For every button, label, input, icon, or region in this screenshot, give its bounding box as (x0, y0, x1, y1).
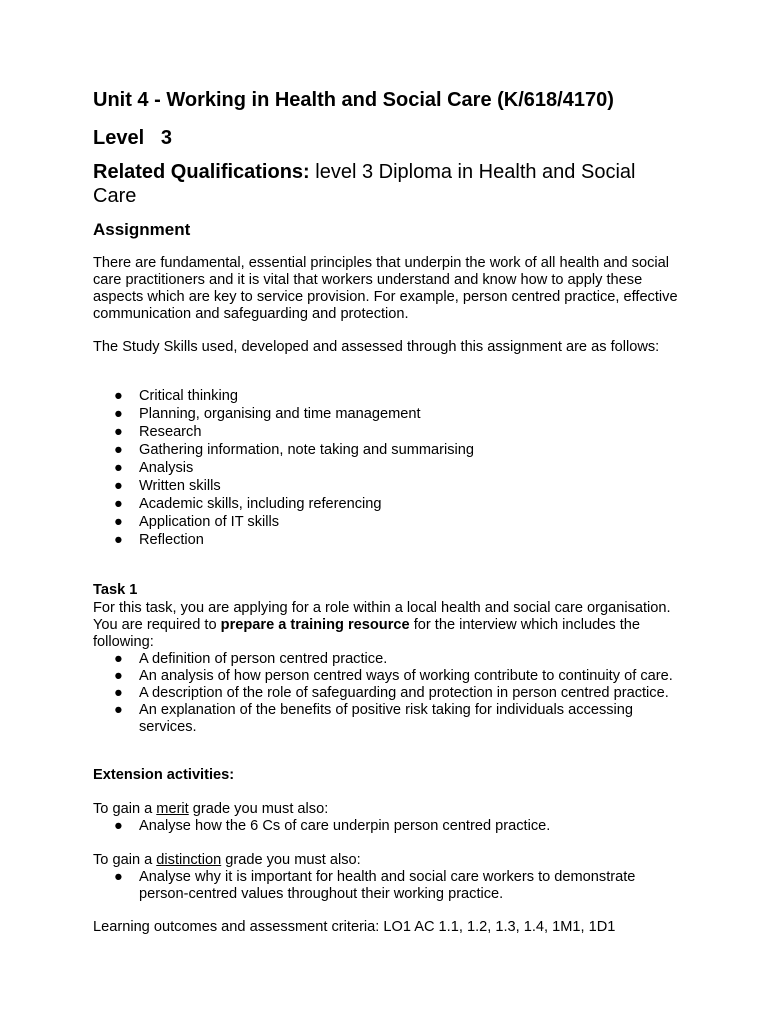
list-item: ● Critical thinking (114, 388, 238, 404)
study-skills-intro: The Study Skills used, developed and assessed through this assignment are as follows: (93, 339, 660, 355)
list-item: ● Analyse how the 6 Cs of care underpin person centred practice. (114, 818, 551, 834)
list-item: ● Planning, organising and time management (114, 406, 421, 422)
bullet-icon: ● (114, 442, 123, 458)
list-item: ● Analyse why it is important for health and social care workers to demonstrate person-centred values throughout their working practice. (114, 869, 636, 902)
task-1-description: For this task, you are applying for a role within a local health and social care organisation. You are required to prepare a training resource for the interview which includes the following: (93, 600, 671, 650)
list-item: ● A description of the role of safeguarding and protection in person centred practice. (114, 685, 669, 701)
distinction-list (93, 869, 678, 903)
list-item: ● An explanation of the benefits of positive risk taking for individuals accessing services. (114, 702, 634, 735)
list-item: ● An analysis of how person centred ways of working contribute to continuity of care. (114, 668, 673, 684)
related-qualifications (93, 160, 678, 208)
bullet-icon: ● (114, 685, 123, 701)
assignment-heading: Assignment (93, 220, 191, 239)
bullet-icon: ● (114, 651, 123, 667)
list-item: ● Academic skills, including referencing (114, 496, 382, 512)
task-1-bold-phrase: prepare a training resource (220, 617, 410, 633)
list-item: ● A definition of person centred practice. (114, 651, 388, 667)
list-item: ● Reflection (114, 532, 204, 548)
learning-outcomes: Learning outcomes and assessment criteria: LO1 AC 1.1, 1.2, 1.3, 1.4, 1M1, 1D1 (93, 919, 616, 935)
bullet-icon: ● (114, 496, 123, 512)
merit-intro: To gain a merit grade you must also: (93, 801, 329, 817)
bullet-icon: ● (114, 869, 123, 885)
list-item: ● Gathering information, note taking and summarising (114, 442, 475, 458)
bullet-icon: ● (114, 532, 123, 548)
study-skills-list (93, 387, 678, 549)
task-1-requirements-list (93, 651, 678, 736)
merit-word: merit (156, 801, 189, 817)
intro-paragraph: There are fundamental, essential principles that underpin the work of all health and social care practitioners and it is vital that workers understand and know how to apply these aspects which are key to service provision. For example, person centred practice, effective communication and safeguarding and protection. (93, 255, 678, 322)
related-qualifications-value: level 3 Diploma in Health and Social Care (93, 161, 636, 207)
bullet-icon: ● (114, 818, 123, 834)
level-heading: Level 3 (93, 127, 172, 149)
unit-title: Unit 4 - Working in Health and Social Care (K/618/4170) (93, 89, 614, 111)
bullet-icon: ● (114, 668, 123, 684)
bullet-icon: ● (114, 406, 123, 422)
list-item: ● Application of IT skills (114, 514, 280, 530)
bullet-icon: ● (114, 514, 123, 530)
related-qualifications-label: Related Qualifications: (93, 161, 310, 183)
bullet-icon: ● (114, 702, 123, 718)
list-item: ● Research (114, 424, 202, 440)
bullet-icon: ● (114, 478, 123, 494)
bullet-icon: ● (114, 388, 123, 404)
list-item: ● Written skills (114, 478, 221, 494)
merit-list (93, 818, 678, 835)
distinction-intro: To gain a distinction grade you must also: (93, 852, 361, 868)
task-1-heading: Task 1 (93, 582, 138, 598)
bullet-icon: ● (114, 424, 123, 440)
list-item: ● Analysis (114, 460, 194, 476)
distinction-word: distinction (156, 852, 222, 868)
bullet-icon: ● (114, 460, 123, 476)
extension-activities-heading: Extension activities: (93, 767, 235, 783)
